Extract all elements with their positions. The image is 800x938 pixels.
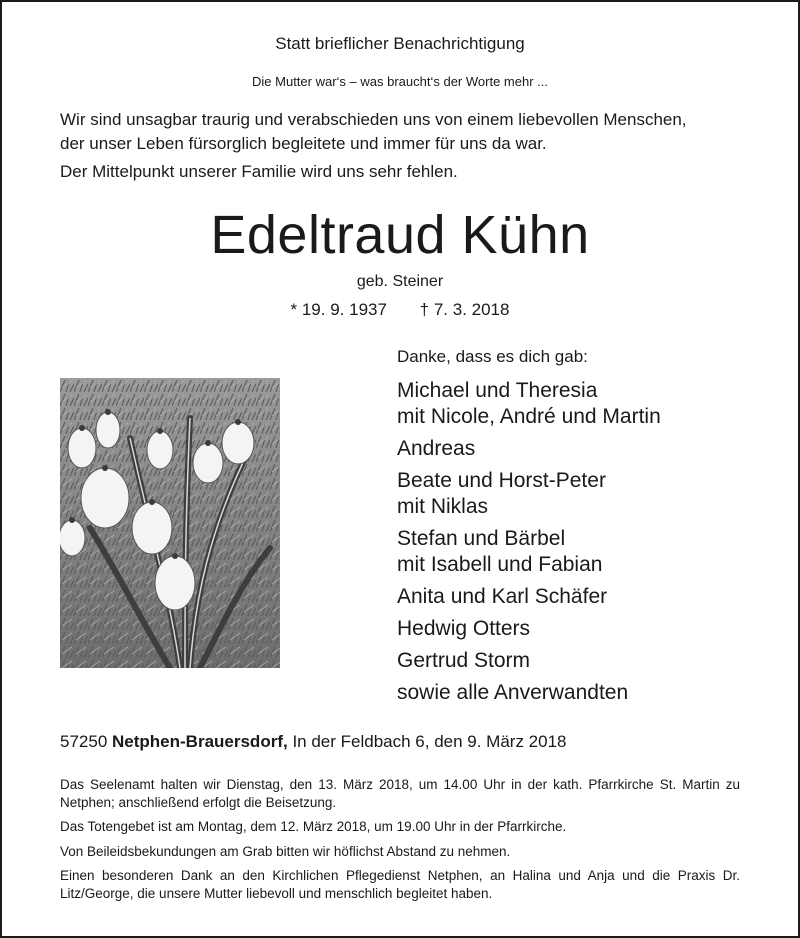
mourner-line: mit Nicole, André und Martin <box>397 405 661 428</box>
mourner-entry <box>397 436 661 462</box>
town-name: Netphen-Brauersdorf, <box>112 732 288 751</box>
postcode: 57250 <box>60 732 108 751</box>
intro-line-3: Der Mittelpunkt unserer Familie wird uns sehr fehlen. <box>60 162 458 181</box>
mourner-entry <box>397 616 661 642</box>
mourner-entry <box>397 378 661 430</box>
mourner-entry <box>397 584 661 610</box>
mourner-line: Anita und Karl Schäfer <box>397 585 608 608</box>
mourner-entry <box>397 680 661 706</box>
deceased-name: Edeltraud Kühn <box>210 205 590 265</box>
notice-heading: Statt brieflicher Benachrichtigung <box>275 34 525 53</box>
mourner-line: mit Isabell und Fabian <box>397 553 603 576</box>
intro-line-2: der unser Leben fürsorglich begleitete und immer für uns da war. <box>60 134 547 153</box>
note-requiem: Das Seelenamt halten wir Dienstag, den 13. März 2018, um 14.00 Uhr in der kath. Pfarrkirche St. Martin zu Netphen; anschließend erfolgt die Beisetzung. <box>60 777 740 810</box>
mourner-line: mit Niklas <box>397 495 489 518</box>
mourner-entry <box>397 526 661 578</box>
maiden-name: geb. Steiner <box>356 273 444 290</box>
mourner-entry <box>397 648 661 674</box>
snowdrop-photo <box>60 378 280 668</box>
address-line <box>60 732 567 752</box>
motto-line: Die Mutter war‘s – was braucht‘s der Worte mehr ... <box>252 74 548 89</box>
street-and-date: In der Feldbach 6, den 9. März 2018 <box>292 732 567 751</box>
mourner-line: Andreas <box>397 437 476 460</box>
mourner-line: Stefan und Bärbel <box>397 527 566 550</box>
snowdrop-illustration <box>60 378 280 668</box>
intro-line-1: Wir sind unsagbar traurig und verabschieden uns von einem liebevollen Menschen, <box>60 110 687 129</box>
funeral-notes <box>60 776 740 909</box>
mourner-line: Hedwig Otters <box>397 617 531 640</box>
note-gratitude: Einen besonderen Dank an den Kirchlichen Pflegedienst Netphen, an Halina und Anja und die Praxis Dr. Litz/George, die unsere Mutter liebevoll und menschlich begleitet haben. <box>60 868 740 901</box>
mourner-line: Beate und Horst-Peter <box>397 469 606 492</box>
death-date: † 7. 3. 2018 <box>419 300 510 319</box>
note-prayer: Das Totengebet ist am Montag, dem 12. März 2018, um 19.00 Uhr in der Pfarrkirche. <box>60 819 567 834</box>
mourner-entry <box>397 468 661 520</box>
mourner-line: Gertrud Storm <box>397 649 531 672</box>
note-condolences: Von Beileidsbekundungen am Grab bitten wir höflichst Abstand zu nehmen. <box>60 843 511 859</box>
mourner-line: Michael und Theresia <box>397 379 598 402</box>
birth-date: * 19. 9. 1937 <box>290 300 387 319</box>
thanks-heading: Danke, dass es dich gab: <box>397 347 588 366</box>
mourner-line: sowie alle Anverwandten <box>397 681 629 704</box>
mourner-list <box>397 378 661 712</box>
life-dates <box>0 300 800 320</box>
